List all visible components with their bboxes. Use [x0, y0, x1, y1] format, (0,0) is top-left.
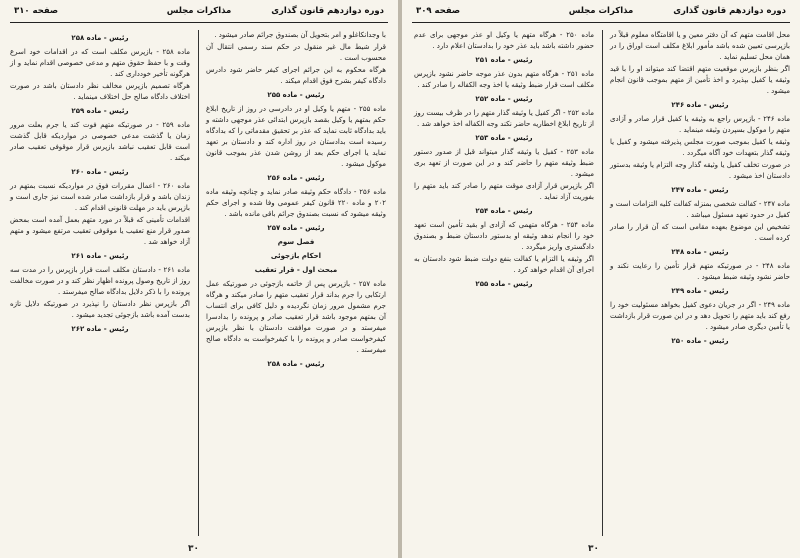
- left-page-header: [10, 4, 388, 23]
- paragraph: مبحث اول - قرار تعقیب: [254, 266, 338, 274]
- right-page-footer: ۳۰: [588, 544, 599, 554]
- paragraph: رئیس - ماده ۲۴۹: [671, 287, 729, 295]
- paragraph: رئیس - ماده ۲۵۳: [475, 134, 533, 142]
- paragraph: وثیقه یا کفیل بموجب صورت مجلس پذیرفته میشود و کفیل یا وثیقه گذار بتعهدات خود آگاه میگردد .: [610, 138, 790, 157]
- paragraph: رئیس - ماده ۲۶۲: [71, 325, 129, 333]
- paragraph: رئیس - ماده ۲۶۰: [71, 168, 129, 176]
- paragraph: اگر بنظر بازپرس موقعیت متهم اقتضا کند میتواند او را با قید وثیقه یا کفیل بپذیرد و اخذ تأمین از متهم بموجب قانون انجام میشود .: [610, 65, 790, 95]
- paragraph: ماده ۲۵۴ - هرگاه متهمی که آزادی او بقید تأمین است تعهد خود را انجام ندهد وثیقه او بدستور دادستان ضبط و بصندوق دادگستری واریز میگردد .: [414, 221, 594, 251]
- paragraph: احکام بازجوئی: [270, 252, 322, 260]
- paragraph: ماده ۲۵۵ - متهم یا وکیل او در دادرسی در روز از تاریخ ابلاغ حکم بمتهم یا وکیل بقصد بازپرس ابتدائی عذر موجهی داشته و باید بدادگاه ثابت نماید که عذر بر تحقیق مقدماتی را که بدادگاه رسیده است بدادستان در روز اداره کند و دادستان بر تعهد نماید یا اجرای حکم بعد از روشن شدن عذر بموجب قانون موکول میشود .: [206, 105, 386, 168]
- right-page-header: [412, 4, 790, 23]
- paragraph: اگر بازپرس نظر دادستان را نپذیرد در صورتیکه دلایل تازه بدست آمده باشد بازجوئی تجدید میشود .: [10, 300, 190, 319]
- right-page: [402, 0, 800, 558]
- paragraph: ماده ۲۵۸ - بازپرس مکلف است که در اقدامات خود اسرع وقت و با حفظ حقوق متهم و مدعی خصوصی اقدام نماید و از هرگونه تأخیر خودداری کند .: [10, 48, 190, 78]
- paragraph: اگر وثیقه یا التزام یا کفالت بنفع دولت ضبط شود دادستان به اجرای آن اقدام خواهد کرد .: [414, 255, 594, 274]
- paragraph: رئیس - ماده ۲۵۸: [71, 34, 129, 42]
- right-page-column-rule: [602, 30, 603, 536]
- paragraph: ماده ۲۶۰ - اعمال مقررات فوق در مواردیکه نسبت بمتهم در زندان باشد و قرار بازداشت صادر شده است نیز جاری است و بازپرس باید در مهلت قانونی اقدام کند .: [10, 182, 190, 212]
- left-header-page-label: صفحه ۳۱۰: [14, 6, 59, 16]
- paragraph: رئیس - ماده ۲۵۴: [475, 207, 533, 215]
- paragraph: رئیس - ماده ۲۵۵: [267, 91, 325, 99]
- left-header-center: مذاکرات مجلس: [166, 6, 232, 16]
- left-header-term: دوره دوازدهم قانون گذاری: [271, 6, 384, 16]
- right-header-term: دوره دوازدهم قانون گذاری: [673, 6, 786, 16]
- paragraph: ماده ۲۵۶ - دادگاه حکم وثیقه صادر نماید و چنانچه وثیقه ماده ۲۰۲ و ماده ۲۲۰ قانون کیفر عمومی وفا شده و اجرای حکم وثیقه میشود که نسبت بصندوق جرائم باقی مانده باشد .: [206, 188, 386, 218]
- paragraph: ماده ۲۴۶ - بازپرس راجع به وثیقه یا کفیل قرار صادر و آزادی متهم را موکول بسپردن وثیقه مینماید .: [610, 115, 790, 134]
- right-header-page-label: صفحه ۳۰۹: [416, 6, 461, 16]
- paragraph: ماده ۲۵۹ - در صورتیکه متهم فوت کند یا جرم بعلت مرور زمان یا گذشت مدعی خصوصی در مواردیکه قابل گذشت است قابل تعقیب نباشد بازپرس قرار موقوفی تعقیب صادر میکند .: [10, 121, 190, 162]
- left-page-right-column: [206, 30, 386, 373]
- paragraph: با وجدانکاغلو و امر بتحویل آن بصندوق جرائم صادر میشود .: [214, 31, 386, 39]
- right-page-left-column: [414, 30, 594, 293]
- paragraph: رئیس - ماده ۲۴۸: [671, 248, 729, 256]
- paragraph: رئیس - ماده ۲۵۷: [267, 224, 325, 232]
- left-page-column-rule: [198, 30, 199, 536]
- paragraph: ماده ۲۵۲ - اگر کفیل یا وثیقه گذار متهم را در ظرف بیست روز از تاریخ ابلاغ اخطاریه حاضر نکند وجه الکفاله اخذ خواهد شد .: [414, 109, 594, 128]
- left-page-left-column: [10, 30, 190, 338]
- paragraph: اگر بازپرس قرار آزادی موقت متهم را صادر کند باید متهم را بفوریت آزاد نماید .: [414, 182, 594, 201]
- paragraph: رئیس - ماده ۲۴۶: [671, 101, 729, 109]
- paragraph: تشخیص این موضوع بعهده مقامی است که آن قرار را صادر کرده است .: [610, 223, 790, 242]
- paragraph: رئیس - ماده ۲۴۷: [671, 186, 729, 194]
- paragraph: ماده ۲۵۷ - بازپرس پس از خاتمه بازجوئی در صورتیکه عمل ارتکابی را جرم بداند قرار تعقیب متهم را صادر میکند و هرگاه جرم مشمول مرور زمان نگردیده و دلیل کافی برای انتساب آن بمتهم موجود باشد قرار تعقیب صادر و پرونده را بدادسرا میفرستد و در صورت موافقت دادستان با نظر بازپرس کیفرخواست صادر و پرونده را با کیفرخواست به دادگاه صالح میفرستد .: [206, 280, 386, 354]
- paragraph: رئیس - ماده ۲۵۰: [671, 337, 729, 345]
- paragraph: رئیس - ماده ۲۵۵: [475, 280, 533, 288]
- left-page-footer: ۳۰: [188, 544, 199, 554]
- paragraph: ماده ۲۶۱ - دادستان مکلف است قرار بازپرس را در مدت سه روز از تاریخ وصول پرونده اظهار نظر کند و در صورت مخالفت پرونده را با ذکر دلایل بدادگاه صالح میفرستد .: [10, 266, 191, 296]
- paragraph: ماده ۲۴۷ - کفالت شخصی بمنزله کفالت کلیه التزامات است و کفیل در حدود تعهد مسئول میباشد .: [610, 200, 790, 219]
- paragraph: ماده ۲۴۸ - در صورتیکه متهم قرار تأمین را رعایت نکند و حاضر نشود وثیقه ضبط میشود .: [610, 262, 790, 281]
- paragraph: ماده ۲۴۹ - اگر در جریان دعوی کفیل بخواهد مسئولیت خود را رفع کند باید متهم را تحویل دهد و در این صورت قرار بازداشت یا تأمین دیگری صادر میشود .: [610, 301, 790, 331]
- right-page-right-column: [610, 30, 790, 350]
- left-page: [0, 0, 398, 558]
- paragraph: محل اقامت متهم که آن دفتر معین و یا اقامتگاه معلوم قبلاً در بازپرسی تعیین شده باشد مأمور ابلاغ مکلف است اوراق را در همان محل تسلیم نماید .: [610, 31, 790, 61]
- paragraph: رئیس - ماده ۲۵۹: [71, 107, 129, 115]
- paragraph: رئیس - ماده ۲۵۶: [267, 174, 325, 182]
- paragraph: رئیس - ماده ۲۶۱: [71, 252, 129, 260]
- right-header-center: مذاکرات مجلس: [568, 6, 634, 16]
- paragraph: هرگاه تصمیم بازپرس مخالف نظر دادستان باشد در صورت اختلاف دادگاه صالح حل اختلاف مینماید .: [10, 82, 190, 101]
- paragraph: قرار شیط مال غیر منقول در حکم سند رسمی انتقال آن محسوب است .: [206, 43, 386, 62]
- paragraph: رئیس - ماده ۲۵۱: [475, 56, 533, 64]
- paragraph: اقدامات تأمینی که قبلاً در مورد متهم بعمل آمده است بمحض صدور قرار منع تعقیب یا موقوفی تعقیب مرتفع میشود و متهم آزاد خواهد شد .: [10, 216, 190, 246]
- paragraph: رئیس - ماده ۲۵۸: [267, 360, 325, 368]
- paragraph: ماده ۲۵۱ - هرگاه متهم بدون عذر موجه حاضر نشود بازپرس مکلف است قرار ضبط وثیقه یا اخذ وجه الکفاله را صادر کند .: [414, 70, 594, 89]
- paragraph: ماده ۲۵۳ - کفیل یا وثیقه گذار میتواند قبل از صدور دستور ضبط وثیقه متهم را حاضر کند و در این صورت از تعهد بری میشود .: [414, 148, 594, 178]
- paragraph: در صورت تخلف کفیل یا وثیقه گذار وجه التزام یا وثیقه بدستور دادستان اخذ میشود .: [610, 161, 790, 180]
- paragraph: رئیس - ماده ۲۵۲: [475, 95, 533, 103]
- paragraph: فصل سوم: [277, 238, 315, 246]
- paragraph: ماده ۲۵۰ - هرگاه متهم یا وکیل او عذر موجهی برای عدم حضور داشته باشد باید عذر خود را بدادستان اعلام دارد .: [414, 31, 594, 50]
- paragraph: هرگاه محکوم به این جرائم اجرای کیفر حاضر شود دادرس دادگاه کیفر بشرح فوق اقدام میکند .: [206, 66, 386, 85]
